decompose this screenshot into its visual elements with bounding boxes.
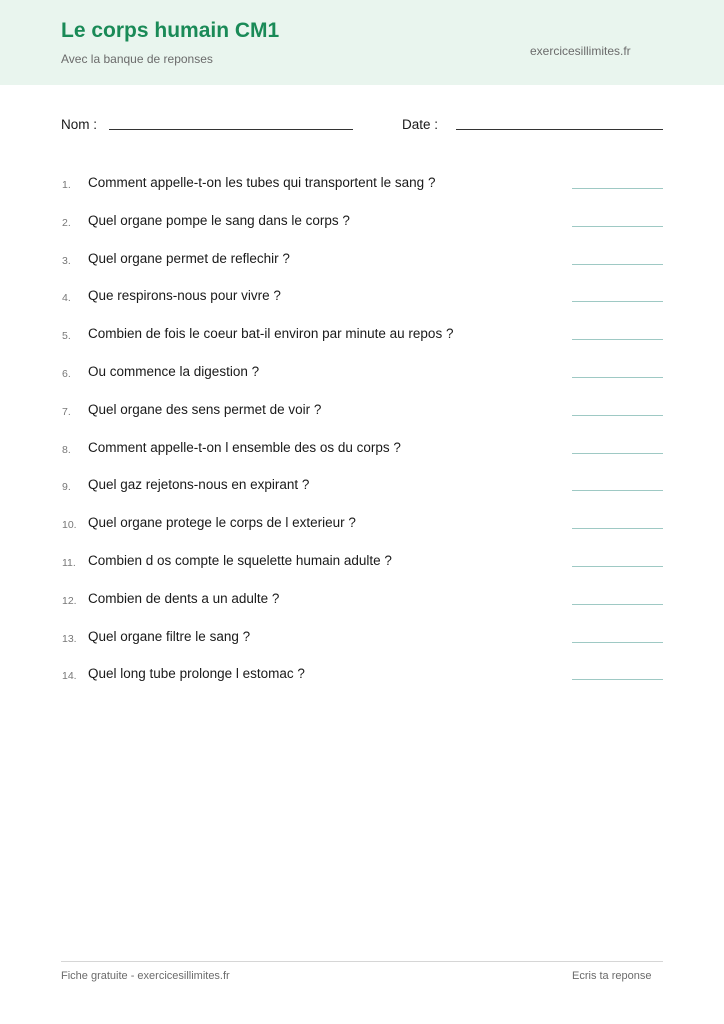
question-item xyxy=(0,213,724,243)
page-header xyxy=(0,0,724,85)
footer-instruction: Ecris ta reponse xyxy=(572,970,652,982)
question-number: 4. xyxy=(62,292,71,305)
question-text: Combien de dents a un adulte ? xyxy=(88,590,280,606)
question-item xyxy=(0,288,724,318)
question-item xyxy=(0,515,724,545)
question-number: 12. xyxy=(62,594,77,607)
date-label: Date : xyxy=(402,117,439,132)
question-number: 2. xyxy=(62,216,71,229)
footer-credit: Fiche gratuite - exercicesillimites.fr xyxy=(61,970,230,982)
answer-field[interactable] xyxy=(572,528,663,529)
question-text: Quel organe filtre le sang ? xyxy=(88,628,251,644)
answer-field[interactable] xyxy=(572,339,663,340)
answer-field[interactable] xyxy=(572,377,663,378)
question-item xyxy=(0,364,724,394)
answer-field[interactable] xyxy=(572,490,663,491)
question-number: 8. xyxy=(62,443,71,456)
question-item xyxy=(0,591,724,621)
question-item xyxy=(0,175,724,205)
question-text: Quel long tube prolonge l estomac ? xyxy=(88,666,305,682)
question-item xyxy=(0,251,724,281)
question-text: Combien d os compte le squelette humain adulte ? xyxy=(88,553,392,568)
question-number: 14. xyxy=(62,670,77,683)
question-item xyxy=(0,440,724,470)
answer-field[interactable] xyxy=(572,642,663,643)
question-text: Quel organe pompe le sang dans le corps ? xyxy=(88,212,350,228)
date-field[interactable] xyxy=(456,129,663,130)
question-item xyxy=(0,477,724,507)
question-number: 6. xyxy=(62,368,71,380)
question-text: Quel organe protege le corps de l exterieur ? xyxy=(88,515,356,531)
footer-divider xyxy=(61,961,663,962)
question-item xyxy=(0,553,724,583)
answer-field[interactable] xyxy=(572,453,663,454)
question-number: 1. xyxy=(62,179,71,191)
question-number: 9. xyxy=(62,481,71,494)
question-text: Combien de fois le coeur bat-il environ par minute au repos ? xyxy=(88,326,454,342)
question-text: Quel organe des sens permet de voir ? xyxy=(88,401,322,417)
answer-field[interactable] xyxy=(572,679,663,680)
question-text: Quel gaz rejetons-nous en expirant ? xyxy=(88,477,310,493)
question-text: Comment appelle-t-on l ensemble des os du corps ? xyxy=(88,439,401,455)
question-number: 5. xyxy=(62,330,71,343)
question-text: Comment appelle-t-on les tubes qui transportent le sang ? xyxy=(88,175,436,190)
answer-field[interactable] xyxy=(572,301,663,302)
question-item xyxy=(0,402,724,432)
question-number: 11. xyxy=(62,557,76,569)
answer-field[interactable] xyxy=(572,264,663,265)
question-number: 7. xyxy=(62,405,71,418)
question-item xyxy=(0,326,724,356)
answer-field[interactable] xyxy=(572,604,663,605)
question-number: 13. xyxy=(62,632,77,645)
question-item xyxy=(0,666,724,696)
answer-field[interactable] xyxy=(572,566,663,567)
answer-field[interactable] xyxy=(572,226,663,227)
name-label: Nom : xyxy=(61,117,98,132)
question-text: Ou commence la digestion ? xyxy=(88,364,260,379)
question-number: 3. xyxy=(62,254,71,267)
question-text: Que respirons-nous pour vivre ? xyxy=(88,288,281,304)
answer-field[interactable] xyxy=(572,188,663,189)
question-number: 10. xyxy=(62,519,77,532)
question-text: Quel organe permet de reflechir ? xyxy=(88,250,290,266)
page-title: Le corps humain CM1 xyxy=(61,19,280,42)
page-subtitle: Avec la banque de reponses xyxy=(61,52,213,66)
answer-field[interactable] xyxy=(572,415,663,416)
question-item xyxy=(0,629,724,659)
site-name: exercicesillimites.fr xyxy=(530,44,631,58)
name-field[interactable] xyxy=(109,129,353,130)
